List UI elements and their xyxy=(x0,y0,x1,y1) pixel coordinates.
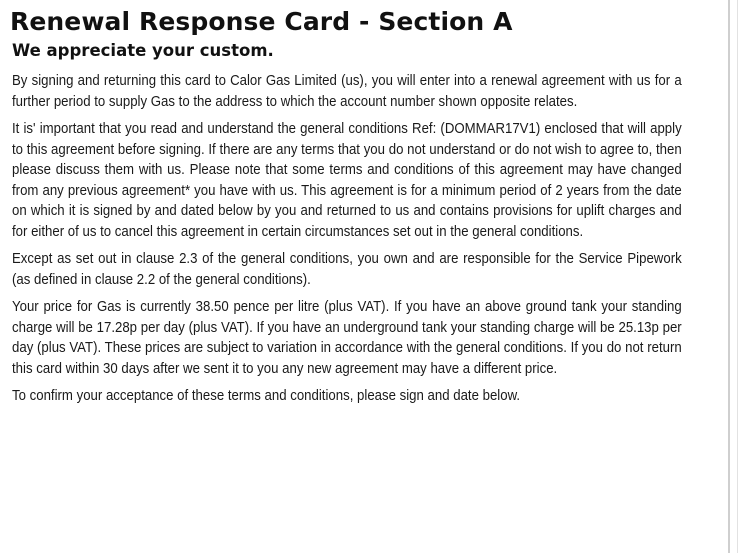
page-edge-divider xyxy=(728,0,730,553)
paragraph-service-pipework: Except as set out in clause 2.3 of the general conditions, you own and are responsible for the Service Pipework (as defined in clause 2.2 of the general conditions). xyxy=(12,251,682,288)
page-edge-divider-outer xyxy=(737,0,738,553)
paragraph-confirm-acceptance: To confirm your acceptance of these terms and conditions, please sign and date below. xyxy=(12,388,521,404)
paragraph-general-conditions: It is' important that you read and understand the general conditions Ref: (DOMMAR17V1) enclosed that will apply to this agreement before signing. If there are any terms that you do not understand or do not wish to agree to, then please discuss them with us. Please note that some terms and conditions of this agreement may have changed from any previous agreement* you have with us. This agreement is for a minimum period of 2 years from the date on which it is signed by and dated below by you and returned to us and contains provisions for uplift charges and for either of us to cancel this agreement in certain circumstances set out in the general conditions. xyxy=(12,121,682,240)
card-title: Renewal Response Card - Section A xyxy=(10,7,513,36)
card-subtitle: We appreciate your custom. xyxy=(12,41,274,60)
paragraph-gas-price: Your price for Gas is currently 38.50 pence per litre (plus VAT). If you have an above ground tank your standing charge will be 17.28p per day (plus VAT). If you have an underground tank your standing charge will be 25.13p per day (plus VAT). These prices are subject to variation in accordance with the general conditions. If you do not return this card within 30 days after we sent it to you any new agreement may have a different price. xyxy=(12,299,682,377)
paragraph-agreement-intro: By signing and returning this card to Calor Gas Limited (us), you will enter into a renewal agreement with us for a further period to supply Gas to the address to which the account number shown opposite relates. xyxy=(12,73,682,110)
